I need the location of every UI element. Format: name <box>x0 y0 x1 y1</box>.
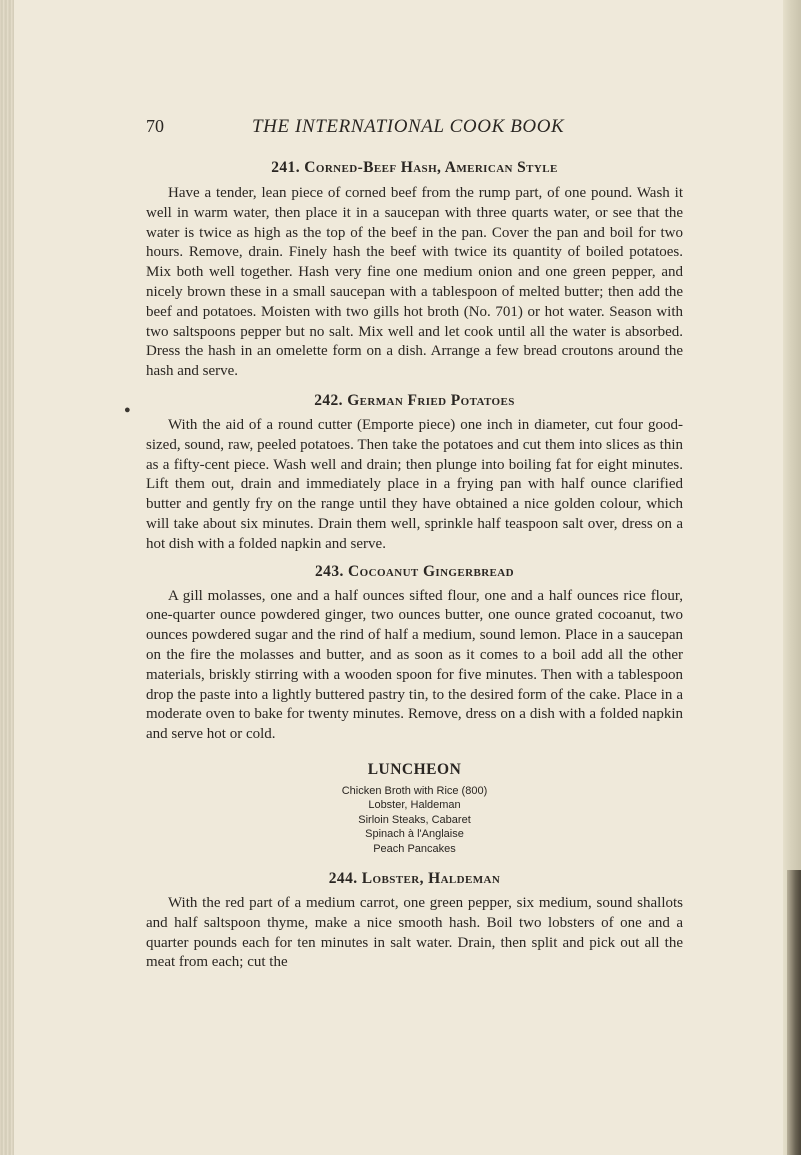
recipe-number: 244. <box>328 869 358 887</box>
recipe-body: With the aid of a round cutter (Emporte piece) one inch in diameter, cut four good-sized, sound, raw, peeled potatoes. Then take the potatoes and cut them into slices as thin as a fifty-cent piece. Wash well and drain; then plunge into boiling fat for eight minutes. Lift them out, drain and immediately place in a frying pan with half ounce clarified butter and gently fry on the range until they have obtained a nice golden colour, which will take about six minutes. Drain them well, sprinkle half teaspoon salt over, dress on a hot dish with a folded napkin and serve. <box>146 416 683 552</box>
recipe-heading <box>146 563 683 581</box>
recipe-title: Cocoanut Gingerbread <box>348 562 514 580</box>
menu-list <box>146 784 683 856</box>
menu-item: Peach Pancakes <box>373 842 456 855</box>
binding-gutter <box>0 0 14 1155</box>
menu-item: Sirloin Steaks, Cabaret <box>358 813 471 826</box>
margin-mark: ● <box>124 404 131 416</box>
recipe-title: Lobster, Haldeman <box>361 869 501 887</box>
recipe-heading <box>146 870 683 888</box>
recipe-title: German Fried Potatoes <box>347 391 515 409</box>
page-number: 70 <box>146 116 164 136</box>
recipe-heading <box>146 392 683 410</box>
running-title: THE INTERNATIONAL COOK BOOK <box>252 116 565 137</box>
recipe-number: 241. <box>271 159 300 176</box>
menu-title: LUNCHEON <box>367 760 462 778</box>
menu-item: Chicken Broth with Rice (800) <box>341 784 488 797</box>
recipe-title: Corned-Beef Hash, American Style <box>304 159 558 176</box>
recipe-body: With the red part of a medium carrot, one green pepper, six medium, sound shallots and half saltspoon thyme, make a nice smooth hash. Boil two lobsters of one and a quarter pounds each for ten minutes in salt water. Drain, then split and pick out all the meat from each; cut the <box>146 894 683 971</box>
page-edge-dark-corner <box>787 870 801 1155</box>
recipe-number: 242. <box>314 391 343 409</box>
recipe-number: 243. <box>315 562 344 580</box>
page-header <box>146 116 683 146</box>
recipe-heading <box>146 159 683 177</box>
menu-item: Lobster, Haldeman <box>368 799 461 812</box>
book-page <box>146 116 683 973</box>
recipe-body: A gill molasses, one and a half ounces sifted flour, one and a half ounces rice flour, one-quarter ounce powdered ginger, two ounces butter, one ounce grated cocoanut, two ounces powdered sugar and the rind of half a medium, sound lemon. Place in a saucepan on the fire the molasses and butter, and as soon as it comes to a boil add all the other materials, briskly stirring with a wooden spoon for five minutes. Then with a tablespoon drop the paste into a lightly buttered pastry tin, to the desired form of the cake. Place in a moderate oven to bake for twenty minutes. Remove, dress on a dish with a folded napkin and serve hot or cold. <box>146 587 683 743</box>
menu-item: Spinach à l'Anglaise <box>365 828 464 841</box>
recipe-body: Have a tender, lean piece of corned beef from the rump part, of one pound. Wash it well in warm water, then place it in a saucepan with three quarts water, or see that the water is twice as high as the top of the beef in the pan. Cover the pan and boil for two hours. Remove, drain. Finely hash the beef with twice its quantity of boiled potatoes. Mix both well together. Hash very fine one medium onion and one green pepper, and nicely brown these in a small saucepan with a tablespoon of melted butter; then add the beef and potatoes. Moisten with two gills hot broth (No. 701) or hot water. Season with two saltspoons pepper but no salt. Mix well and let cook until all the water is absorbed. Dress the hash in an omelette form on a dish. Arrange a few bread croutons around the hash and serve. <box>146 185 683 380</box>
